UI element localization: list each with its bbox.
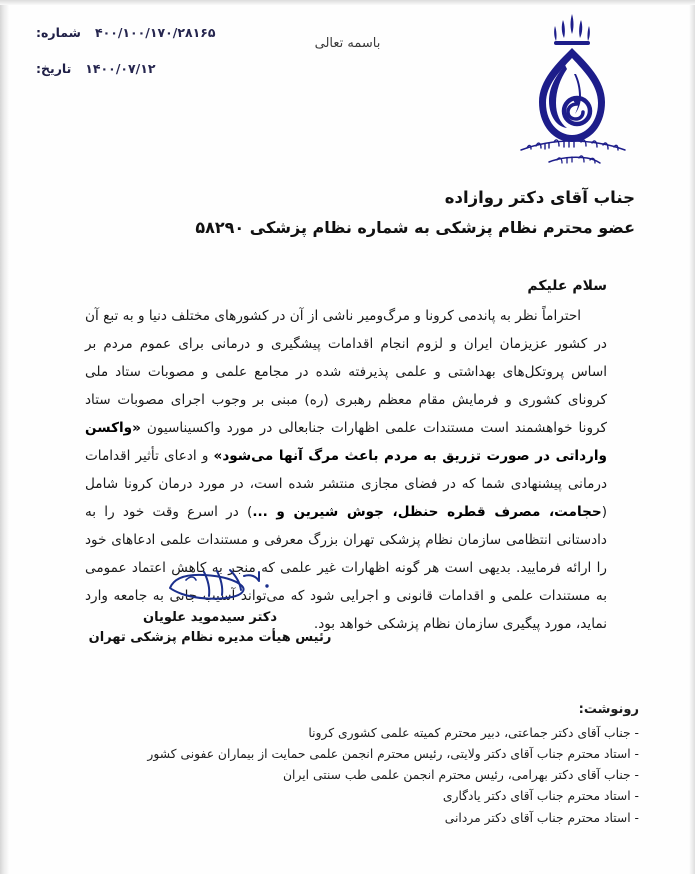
letter-number-label: شماره: <box>36 25 81 40</box>
cc-item: - جناب آقای دکتر بهرامی، رئیس محترم انجمن علمی طب سنتی ایران <box>283 768 639 783</box>
body-part-1: احتراماً نظر به پاندمی کرونا و مرگ‌ومیر ناشی از آن در کشورهای مختلف دنیا و به تبع آن در کشور عزیزمان ایران و لزوم انجام اقدامات پیشگیری و درمانی برای عموم مردم بر اساس پروتکل‌های بهداشتی و علمی پذیرفته شده در مجامع علمی و مصوبات ستاد ملی کرونای کشوری و فرمایش مقام معظم رهبری (ره) مبنی بر وجوب اجرای مصوبات ستاد کرونا خواهشمند است مستندات علمی اظهارات جنابعالی در مورد واکسیناسیون <box>85 308 607 436</box>
signatory-info <box>0 608 420 648</box>
letter-date-value: ۱۴۰۰/۰۷/۱۲ <box>85 60 156 76</box>
salutation-text: سلام علیکم <box>527 278 607 294</box>
addressee-block <box>75 188 635 237</box>
addressee-name: جناب آقای دکتر روازاده <box>444 188 635 207</box>
letter-number-value: ۴۰۰/۱۰۰/۱۷۰/۲۸۱۶۵ <box>94 25 216 40</box>
body-treatments-bold: حجامت، مصرف قطره حنظل، جوش شیرین و ... <box>252 504 602 520</box>
body-quote-bold: «واکسن وارداتی در صورت تزریق به مردم باعث مرگ آنها می‌شود» <box>85 420 607 464</box>
cc-item: - جناب آقای دکتر جماعتی، دبیر محترم کمیته علمی کشوری کرونا <box>308 726 639 740</box>
cc-item: - استاد محترم جناب آقای دکتر ولایتی، رئیس محترم انجمن علمی حمایت از بیماران عفونی کشور <box>147 747 639 762</box>
scan-edge-top <box>0 0 695 5</box>
signatory-title: رئیس هیأت مدیره نظام پزشکی تهران <box>88 630 332 646</box>
handwritten-signature-icon <box>160 566 290 608</box>
cc-item: - استاد محترم جناب آقای دکتر یادگاری <box>442 789 639 804</box>
medical-council-emblem-icon <box>497 8 647 168</box>
letter-date-row <box>36 62 256 76</box>
body-part-3: ) در اسرع وقت خود را به دادستانی انتظامی سازمان نظام پزشکی تهران بزرگ معرفی و مستندات علمی ادعاهای خود را ارائه فرمایید. بدیهی است هر گونه اظهارات غیر علمی که منجر به کاهش اعتماد عمومی به مستندات علمی و اقدامات قانونی و اجرایی شود که می‌تواند آسیب جانی به جامعه وارد نماید، مورد پیگیری سازمان نظام پزشکی خواهد بود. <box>85 504 607 632</box>
cc-item: - استاد محترم جناب آقای دکتر مردانی <box>444 810 639 825</box>
body-part-2: و ادعای تأثیر اقدامات درمانی پیشنهادی شما که در فضای مجازی منتشر شده است، در مورد درمان کرونا شامل ( <box>85 448 607 520</box>
organization-logo <box>497 8 647 168</box>
addressee-membership: عضو محترم نظام پزشکی به شماره نظام پزشکی ۵۸۲۹۰ <box>195 218 635 237</box>
cc-block <box>69 702 639 829</box>
scan-edge-right <box>689 0 695 874</box>
letter-date-label: تاریخ: <box>36 60 72 76</box>
cc-title: رونوشت: <box>578 702 639 717</box>
scan-edge-left <box>0 0 9 874</box>
signatory-name: دکتر سیدموید علویان <box>142 610 278 625</box>
basmala-text: باسمه تعالی <box>314 36 381 51</box>
